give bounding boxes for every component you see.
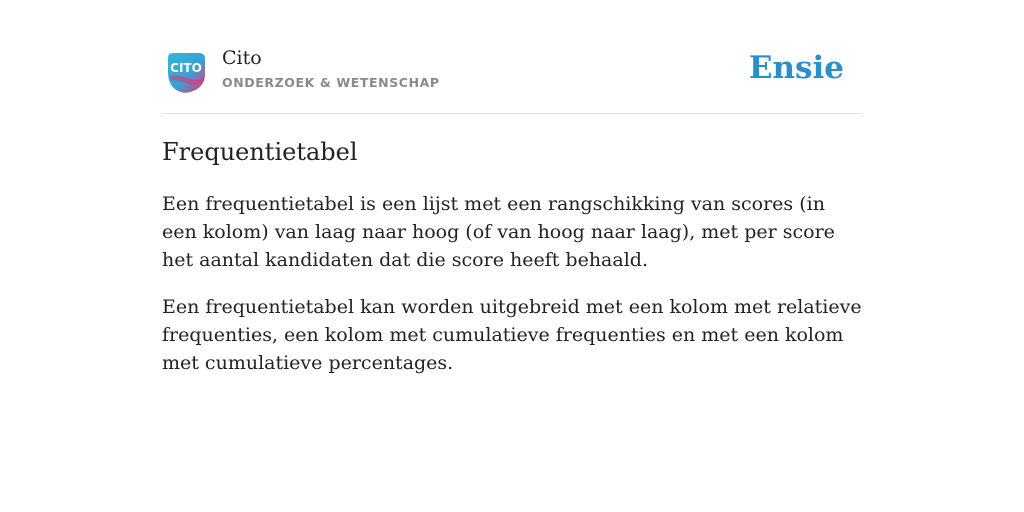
ensie-logo[interactable]: Ensie bbox=[748, 50, 844, 86]
article-paragraph-1: Een frequentietabel is een lijst met een rangschikking van scores (in een kolom) van laag naar hoog (of van hoog naar laag), met per score het aantal kandidaten dat die score heeft behaald. bbox=[162, 193, 835, 271]
logo-text: CITO bbox=[170, 61, 202, 75]
article-paragraph-2: Een frequentietabel kan worden uitgebreid met een kolom met relatieve frequenties, een kolom met cumulatieve frequenties en met een kolom met cumulatieve percentages. bbox=[162, 296, 862, 374]
cito-logo[interactable] bbox=[164, 50, 208, 94]
brand-name[interactable]: Cito bbox=[222, 47, 262, 69]
article-title: Frequentietabel bbox=[162, 138, 358, 166]
brand-subtitle: ONDERZOEK & WETENSCHAP bbox=[222, 75, 440, 90]
header bbox=[162, 44, 862, 114]
